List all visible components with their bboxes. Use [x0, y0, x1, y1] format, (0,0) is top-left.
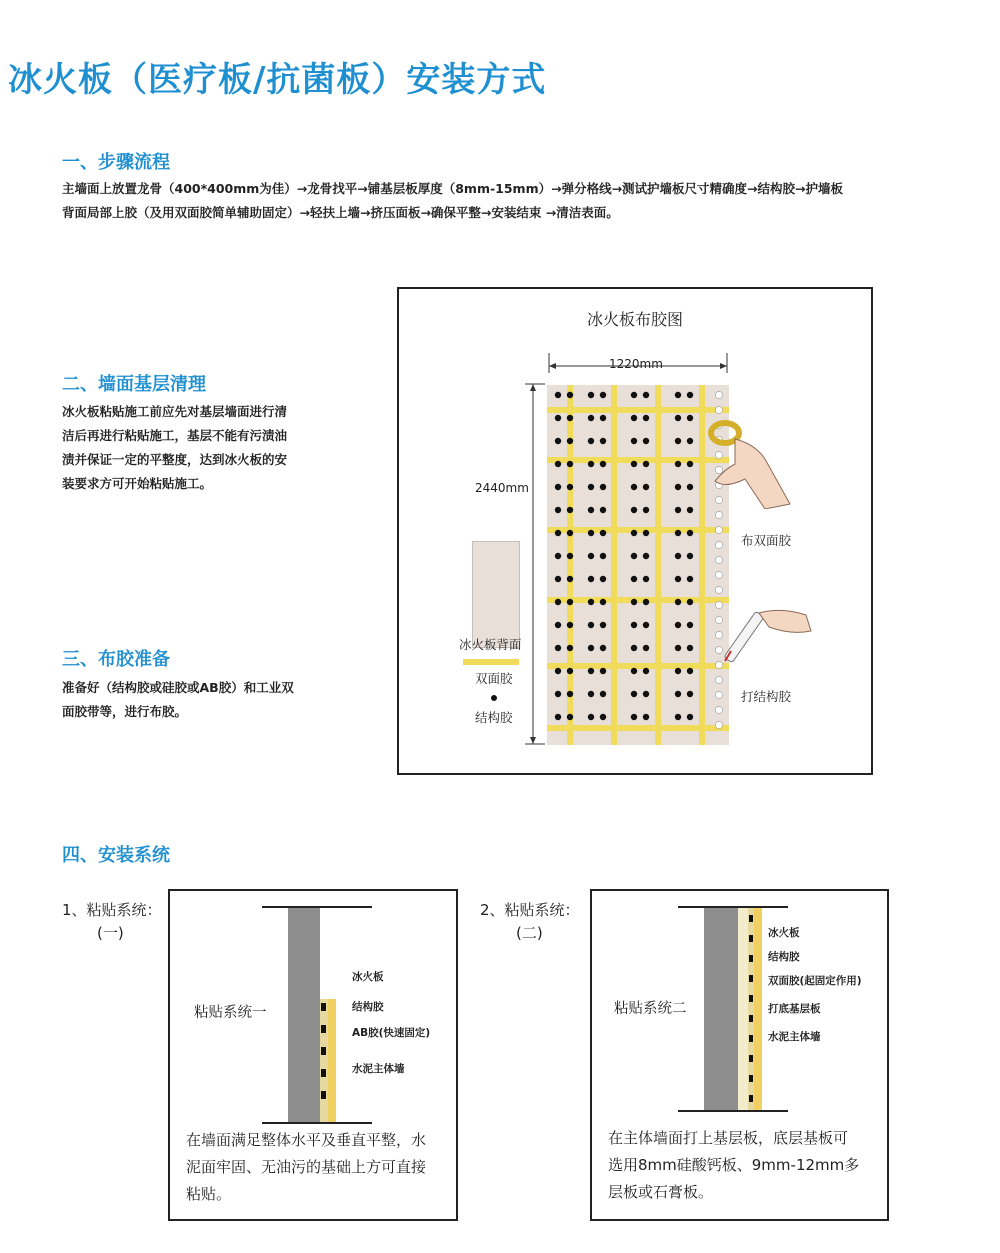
glue-dot	[555, 484, 561, 490]
glue-dot	[555, 392, 561, 398]
glue-dot	[567, 668, 573, 674]
caption-line: 选用8mm硅酸钙板、9mm-12mm多	[608, 1156, 860, 1174]
legend-tape-label: 双面胶	[475, 671, 513, 686]
system2-layer: 冰火板	[768, 927, 800, 939]
wall-cleaning-line: 洁后再进行粘贴施工，基层不能有污渍油	[62, 428, 288, 443]
glue-dot	[567, 484, 573, 490]
caption-line: 层板或石膏板。	[608, 1183, 714, 1201]
glue-dot	[643, 484, 649, 490]
glue-dot	[588, 438, 594, 444]
glue-dot	[643, 714, 649, 720]
glue-dot	[600, 714, 606, 720]
glue-dot	[687, 438, 693, 444]
glue-dot	[588, 599, 594, 605]
edge-hole	[715, 586, 722, 593]
glue-dot	[600, 461, 606, 467]
glue-dot	[600, 553, 606, 559]
glue-dot	[687, 622, 693, 628]
glue-dot	[555, 714, 561, 720]
caption-line: 泥面牢固、无油污的基础上方可直接	[186, 1158, 427, 1176]
glue-prep-line: 面胶带等，进行布胶。	[62, 704, 188, 719]
glue-dot	[687, 507, 693, 513]
system1-layer: 冰火板	[352, 971, 384, 983]
system1-layer: 结构胶	[352, 1001, 384, 1013]
system1-caption	[186, 1127, 448, 1208]
glue-dot	[675, 668, 681, 674]
glue-dot	[555, 507, 561, 513]
glue-dot	[600, 392, 606, 398]
ice-fire-panel	[328, 999, 336, 1122]
section-heading-glue-prep: 三、布胶准备	[62, 649, 170, 670]
glue-dot	[675, 599, 681, 605]
system2-caption	[608, 1125, 880, 1206]
wall-cleaning-line: 装要求方可开始粘贴施工。	[62, 476, 213, 491]
system1-layer: 水泥主体墙	[352, 1063, 405, 1075]
steps-line-2: 背面局部上胶（及用双面胶简单辅助固定）→轻扶上墙→挤压面板→确保平整→安装结束 →清洁表面。	[62, 205, 619, 220]
glue-dot	[687, 668, 693, 674]
glue-dot	[555, 668, 561, 674]
cement-wall	[288, 908, 320, 1122]
system1-name: 粘贴系统一	[194, 1005, 267, 1021]
glue-dot	[675, 392, 681, 398]
caption-line: 在墙面满足整体水平及垂直平整，水	[186, 1131, 427, 1149]
edge-hole	[715, 676, 722, 683]
glue-dot	[643, 415, 649, 421]
glue-dot	[643, 530, 649, 536]
glue-dot	[687, 691, 693, 697]
system2-box	[590, 889, 889, 1221]
system1-section-drawing	[262, 903, 382, 1129]
glue-dot	[600, 691, 606, 697]
edge-hole	[715, 706, 722, 713]
glue-dot	[600, 599, 606, 605]
glue-dot	[643, 576, 649, 582]
glue-dot	[631, 622, 637, 628]
glue-dot	[588, 461, 594, 467]
glue-dot	[555, 691, 561, 697]
glue-dot	[555, 415, 561, 421]
glue-dot	[631, 599, 637, 605]
glue-dot	[600, 530, 606, 536]
glue-dot	[600, 484, 606, 490]
glue-dot	[555, 645, 561, 651]
glue-dot	[687, 576, 693, 582]
glue-dot	[631, 392, 637, 398]
glue-gun-illustration	[711, 601, 821, 671]
glue-dot	[567, 438, 573, 444]
system2-name: 粘贴系统二	[614, 1001, 687, 1017]
glue-dot	[687, 714, 693, 720]
glue-dot	[567, 507, 573, 513]
glue-dot	[631, 415, 637, 421]
wall-cleaning-line: 渍并保证一定的平整度，达到冰火板的安	[62, 452, 288, 467]
edge-hole	[715, 571, 722, 578]
glue-dot	[687, 392, 693, 398]
glue-dot	[567, 553, 573, 559]
height-dimension	[519, 381, 549, 749]
steps-text	[62, 177, 962, 225]
glue-dot	[675, 438, 681, 444]
legend-glue-dot	[491, 695, 497, 701]
glue-dot	[555, 599, 561, 605]
legend-back-swatch	[472, 541, 520, 648]
edge-hole	[715, 721, 722, 728]
glue-dot	[675, 461, 681, 467]
glue-dot	[631, 691, 637, 697]
glue-dot	[643, 438, 649, 444]
glue-dot	[687, 599, 693, 605]
steps-line-1: 主墙面上放置龙骨（400*400mm为佳）→龙骨找平→铺基层板厚度（8mm-15mm）→弹分格线→测试护墙板尺寸精确度→结构胶→护墙板	[62, 181, 843, 196]
legend-back-label: 冰火板背面	[459, 637, 522, 652]
glue-dot	[687, 553, 693, 559]
glue-dot	[588, 507, 594, 513]
glue-dot	[555, 576, 561, 582]
glue-dot	[567, 461, 573, 467]
system1-label: 1、粘贴系统：	[62, 901, 162, 919]
glue-dot	[631, 645, 637, 651]
glue-dot	[643, 668, 649, 674]
glue-prep-line: 准备好（结构胶或硅胶或AB胶）和工业双	[62, 680, 294, 695]
system2-layer: 双面胶(起固定作用)	[768, 975, 862, 987]
glue-dot	[567, 415, 573, 421]
width-label: 1220mm	[609, 357, 663, 371]
section-heading-steps: 一、步骤流程	[62, 152, 170, 173]
base-board	[738, 908, 748, 1110]
glue-dot	[675, 530, 681, 536]
glue-dot	[567, 714, 573, 720]
glue-dot	[643, 392, 649, 398]
glue-dot	[643, 645, 649, 651]
glue-dot	[687, 645, 693, 651]
glue-dot	[631, 553, 637, 559]
glue-dot	[631, 507, 637, 513]
glue-dot	[567, 576, 573, 582]
wall-cleaning-text	[62, 400, 342, 496]
glue-dot	[555, 461, 561, 467]
glue-diagram-box	[397, 287, 873, 775]
glue-dot	[687, 530, 693, 536]
height-label: 2440mm	[475, 481, 529, 495]
glue-dot	[643, 599, 649, 605]
page-title: 冰火板（医疗板/抗菌板）安装方式	[8, 60, 547, 100]
glue-dot	[631, 438, 637, 444]
glue-dot	[588, 415, 594, 421]
glue-dot	[631, 576, 637, 582]
glue-dot	[588, 484, 594, 490]
edge-hole	[715, 391, 722, 398]
ice-fire-panel	[754, 908, 762, 1110]
glue-dot	[555, 622, 561, 628]
system2-label: 2、粘贴系统：	[480, 901, 580, 919]
glue-dot	[643, 622, 649, 628]
glue-dot	[675, 714, 681, 720]
system2-sub: (二)	[516, 924, 543, 942]
glue-dot	[588, 668, 594, 674]
glue-dot	[588, 714, 594, 720]
glue-dot	[588, 645, 594, 651]
glue-dot	[631, 714, 637, 720]
glue-dot	[631, 461, 637, 467]
glue-dot	[588, 691, 594, 697]
glue-dot	[631, 484, 637, 490]
glue-dot	[555, 530, 561, 536]
system1-sub: (一)	[97, 924, 124, 942]
edge-hole	[715, 541, 722, 548]
glue-dot	[600, 576, 606, 582]
glue-dot	[687, 461, 693, 467]
callout-tape: 布双面胶	[741, 533, 792, 548]
glue-dot	[643, 691, 649, 697]
system1-layer: AB胶(快速固定)	[352, 1027, 431, 1039]
glue-dot	[600, 645, 606, 651]
system2-layer: 水泥主体墙	[768, 1031, 821, 1043]
glue-dot	[555, 553, 561, 559]
glue-dot	[600, 415, 606, 421]
glue-dot	[643, 553, 649, 559]
glue-dot	[600, 668, 606, 674]
glue-dot	[588, 392, 594, 398]
glue-dot	[675, 691, 681, 697]
edge-hole	[715, 691, 722, 698]
glue-dot	[643, 461, 649, 467]
glue-dot	[675, 576, 681, 582]
callout-glue: 打结构胶	[741, 689, 792, 704]
system2-layer: 结构胶	[768, 951, 800, 963]
caption-line: 粘贴。	[186, 1185, 232, 1203]
edge-hole	[715, 526, 722, 533]
glue-dot	[675, 645, 681, 651]
system2-layer: 打底基层板	[768, 1003, 821, 1015]
glue-dot	[675, 507, 681, 513]
section-heading-install-system: 四、安装系统	[62, 845, 170, 866]
glue-dot	[675, 415, 681, 421]
glue-dot	[675, 553, 681, 559]
glue-dot	[588, 553, 594, 559]
glue-dot	[567, 645, 573, 651]
glue-diagram-title: 冰火板布胶图	[586, 310, 683, 329]
glue-dot	[675, 622, 681, 628]
edge-hole	[715, 511, 722, 518]
section-heading-wall-cleaning: 二、墙面基层清理	[62, 374, 206, 395]
glue-dot	[567, 622, 573, 628]
hand-tape-illustration	[695, 409, 795, 509]
system1-box	[168, 889, 458, 1221]
glue-dot	[687, 415, 693, 421]
glue-dot	[588, 576, 594, 582]
glue-prep-text	[62, 676, 342, 724]
glue-dot	[600, 507, 606, 513]
glue-dot	[675, 484, 681, 490]
glue-dot	[600, 438, 606, 444]
glue-dot	[567, 691, 573, 697]
glue-dot	[643, 507, 649, 513]
cement-wall	[704, 908, 738, 1110]
glue-dot	[567, 392, 573, 398]
glue-dot	[600, 622, 606, 628]
caption-line: 在主体墙面打上基层板，底层基板可	[608, 1129, 849, 1147]
legend-tape-swatch	[463, 659, 519, 665]
edge-hole	[715, 556, 722, 563]
wall-cleaning-line: 冰火板粘贴施工前应先对基层墙面进行清	[62, 404, 288, 419]
glue-dot	[555, 438, 561, 444]
glue-dot	[588, 530, 594, 536]
glue-dot	[567, 530, 573, 536]
legend-glue-label: 结构胶	[475, 710, 513, 725]
glue-dot	[687, 484, 693, 490]
glue-dot	[631, 530, 637, 536]
glue-dot	[567, 599, 573, 605]
glue-dot	[631, 668, 637, 674]
glue-dot	[588, 622, 594, 628]
